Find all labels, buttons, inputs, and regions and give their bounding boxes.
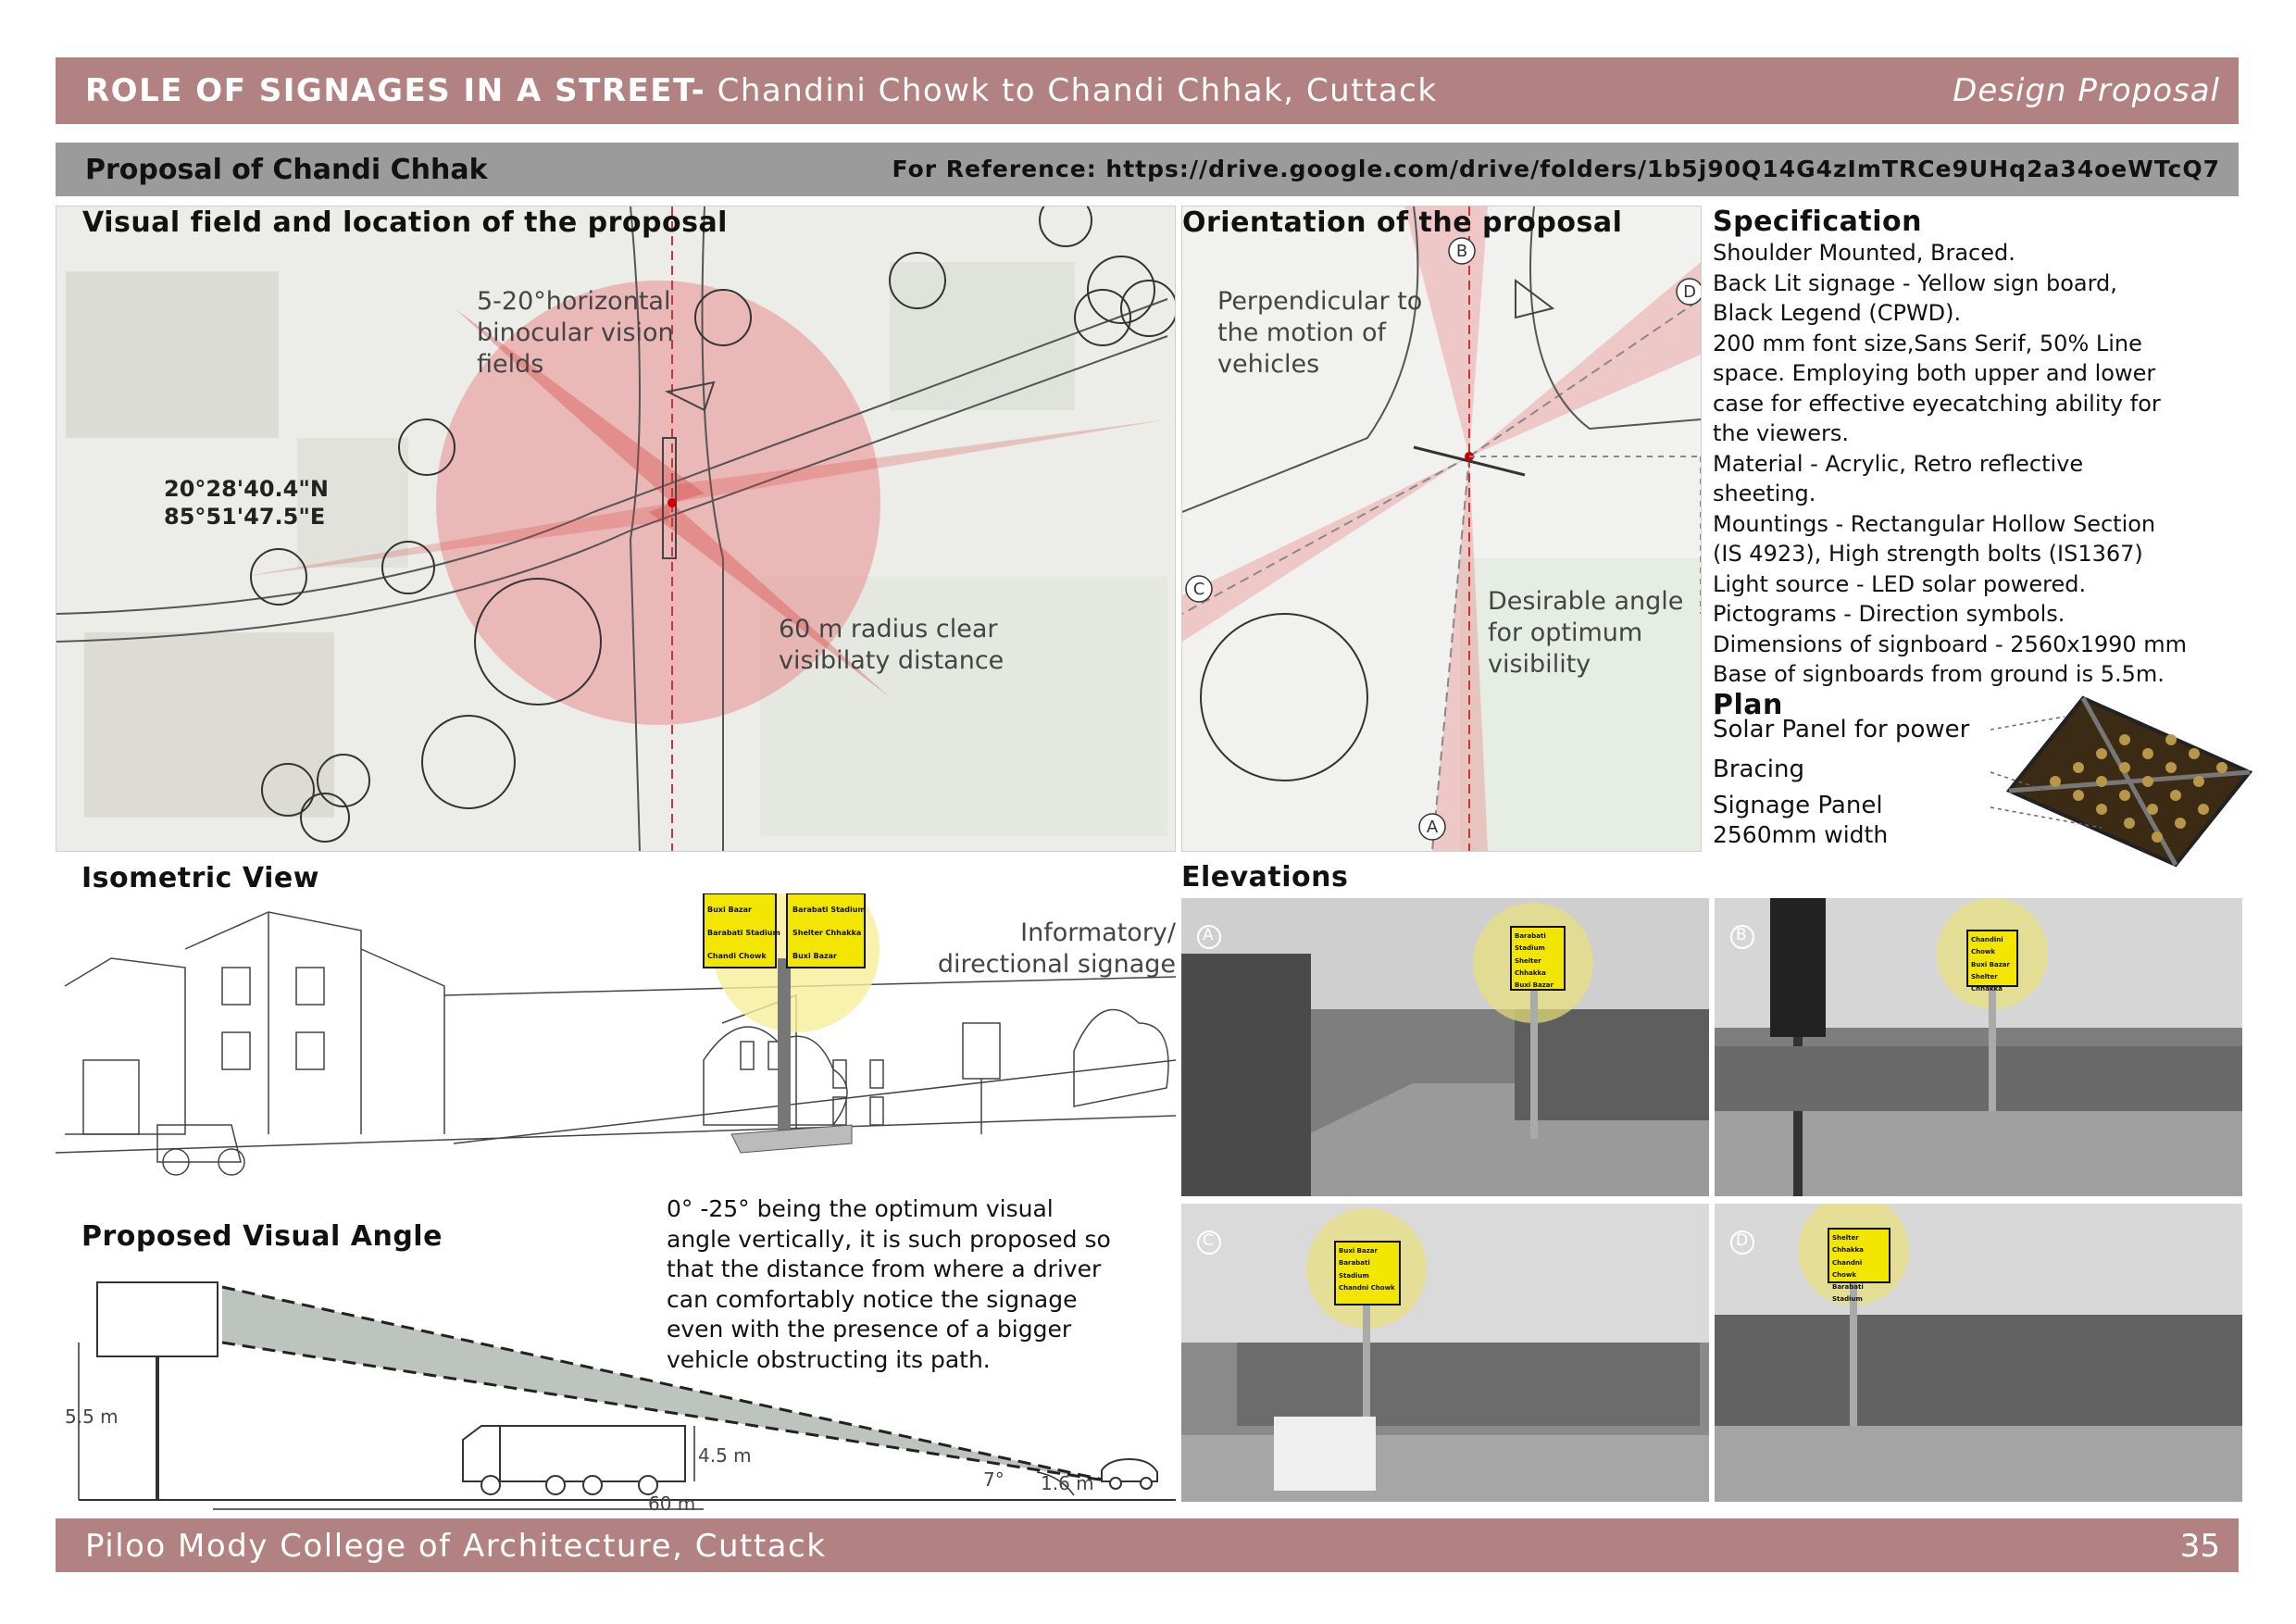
marker-b-label: B (1455, 242, 1468, 261)
specification-list (1713, 238, 2268, 690)
elevation-c-sign: Buxi Bazar Barabati Stadium Chandni Chowk (1334, 1241, 1401, 1305)
truck-height-label: 4.5 m (698, 1444, 752, 1467)
elevation-d-scene (1715, 1204, 2242, 1502)
visual-angle-section (56, 1194, 1176, 1514)
visual-angle-heading: Proposed Visual Angle (81, 1220, 443, 1253)
orientation-heading: Orientation of the proposal (1182, 206, 1623, 239)
title-banner (56, 57, 2239, 124)
page-number: 35 (2179, 1528, 2220, 1565)
visual-angle-description: 0° -25° being the optimum visual angle vertically, it is such proposed so that the distance from where a driver can comfortably notice the signage even with the presence of a bigger vehicle obstructing its path. (667, 1195, 1111, 1373)
spec-line: Material - Acrylic, Retro reflective (1713, 450, 2084, 477)
marker-d-label: D (1683, 282, 1696, 302)
radius-label: 60 m radius clear visibilaty distance (779, 615, 1004, 675)
marker-a-label: A (1426, 818, 1439, 837)
elevation-a-marker: A (1203, 926, 1214, 944)
elevation-c-scene (1181, 1204, 1709, 1502)
plan-section (1713, 689, 2268, 883)
elevation-d-photo (1715, 1204, 2242, 1502)
reference-link[interactable]: For Reference: https://drive.google.com/drive/folders/1b5j90Q14G4zImTRCe9UHq2a34oeWTcQ7 (892, 156, 2220, 182)
longitude: 85°51'47.5"E (164, 504, 326, 530)
plan-heading: Plan (1713, 689, 1783, 721)
iso-sign-right-1: Barabati Stadium (792, 906, 866, 914)
bracing-label: Bracing (1713, 756, 1804, 783)
angle-label: 7° (983, 1468, 1004, 1491)
iso-sign-left-3: Chandi Chowk (707, 952, 767, 960)
isometric-view (56, 856, 1176, 1194)
spec-line: the viewers. (1713, 420, 1850, 446)
spec-line: Dimensions of signboard - 2560x1990 mm (1713, 631, 2188, 657)
proposal-title: Proposal of Chandi Chhak (85, 154, 488, 186)
spec-line: Base of signboards from ground is 5.5m. (1713, 661, 2165, 687)
elevation-a-sign: Barabati Stadium Shelter Chhakka Buxi Bazar (1510, 926, 1566, 991)
iso-sign-right-3: Buxi Bazar (792, 952, 837, 960)
iso-sign-right-2: Shelter Chhakka (792, 929, 862, 937)
elevation-d-sign: Shelter Chhakka Chandni Chowk Barabati Stadium (1828, 1228, 1890, 1283)
spec-line: sheeting. (1713, 481, 1816, 506)
college-name: Piloo Mody College of Architecture, Cuttack (85, 1528, 827, 1565)
iso-sign-left-1: Buxi Bazar (707, 906, 752, 914)
elevation-b-marker: B (1736, 926, 1747, 944)
iso-sign-left-2: Barabati Stadium (707, 929, 780, 937)
elevation-d-marker: D (1736, 1231, 1749, 1250)
informatory-signage-label: Informatory/ directional signage (937, 918, 1176, 979)
sign-height-label: 5.5 m (65, 1405, 119, 1428)
spec-line: space. Employing both upper and lower (1713, 360, 2156, 386)
spec-line: Shoulder Mounted, Braced. (1713, 240, 2015, 266)
orientation-drawing (1181, 206, 1702, 852)
spec-line: 200 mm font size,Sans Serif, 50% Line (1713, 330, 2142, 356)
elevation-b-photo (1715, 898, 2242, 1196)
desirable-angle-label: Desirable angle for optimum visibility (1488, 587, 1684, 679)
elevation-a-scene (1181, 898, 1709, 1196)
specification-heading: Specification (1713, 206, 1922, 238)
section-label: Design Proposal (1953, 72, 2220, 109)
panel-width-label: 2560mm width (1713, 821, 1889, 848)
plan-diagram (1990, 689, 2268, 883)
spec-line: (IS 4923), High strength bolts (IS1367) (1713, 541, 2143, 567)
elevation-c-photo (1181, 1204, 1709, 1502)
elevation-b-sign: Chandini Chowk Buxi Bazar Shelter Chhakka (1966, 930, 2018, 987)
latitude: 20°28'40.4"N (164, 476, 329, 502)
specification-section (1713, 206, 2268, 690)
visual-field-heading: Visual field and location of the proposal (82, 206, 728, 239)
coordinates-label (164, 475, 329, 531)
marker-c-label: C (1192, 580, 1205, 599)
spec-line: Black Legend (CPWD). (1713, 300, 1962, 326)
vision-field-label: 5-20°horizontal binocular vision fields (477, 287, 674, 379)
isometric-heading: Isometric View (81, 862, 319, 894)
spec-line: Light source - LED solar powered. (1713, 570, 2087, 597)
signage-panel-label: Signage Panel (1713, 792, 1883, 819)
spec-line: case for effective eyecatching ability for (1713, 390, 2161, 417)
distance-label: 60 m (648, 1493, 696, 1515)
solar-panel-label: Solar Panel for power (1713, 716, 1970, 743)
elevations-heading: Elevations (1181, 861, 1349, 893)
spec-line: Back Lit signage - Yellow sign board, (1713, 269, 2117, 296)
spec-line: Pictograms - Direction symbols. (1713, 601, 2065, 627)
elevation-a-photo (1181, 898, 1709, 1196)
perpendicular-label: Perpendicular to the motion of vehicles (1217, 287, 1423, 379)
subheader-bar (56, 143, 2239, 196)
elevation-c-marker: C (1203, 1231, 1214, 1250)
page-title: ROLE OF SIGNAGES IN A STREET- Chandini Chowk to Chandi Chhak, Cuttack (85, 72, 1438, 109)
visual-field-map (56, 206, 1176, 852)
footer-bar (56, 1518, 2239, 1572)
visual-angle-diagram (56, 1194, 1176, 1514)
spec-line: Mountings - Rectangular Hollow Section (1713, 510, 2156, 537)
car-height-label: 1.6 m (1041, 1472, 1094, 1494)
